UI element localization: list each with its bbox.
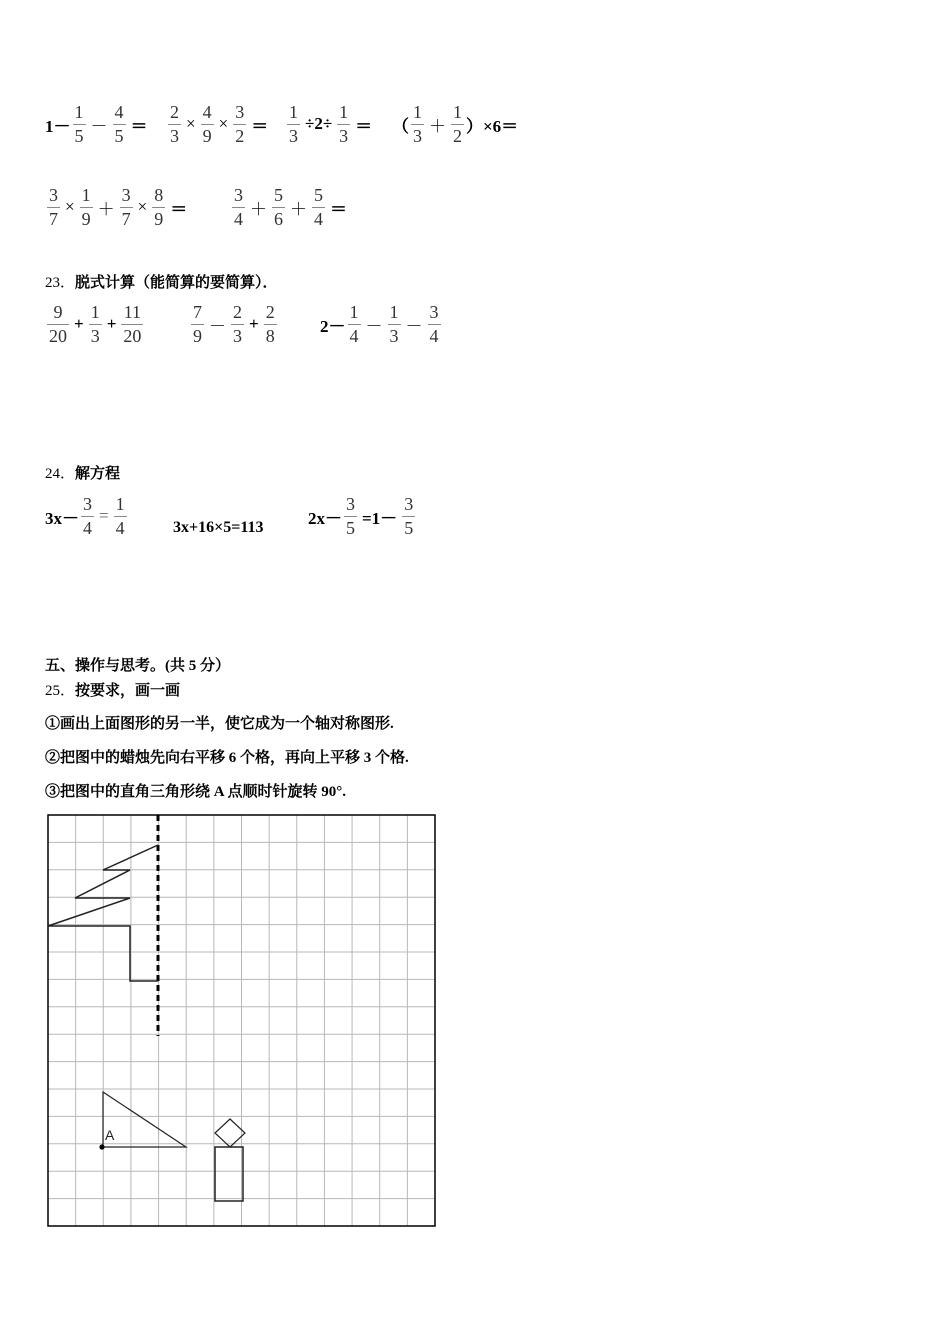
q23-expr-3 <box>320 302 443 346</box>
denominator: 5 <box>114 125 124 146</box>
fraction <box>337 102 350 146</box>
denominator: 4 <box>429 325 439 346</box>
fraction <box>120 185 133 229</box>
denominator: 7 <box>49 208 58 229</box>
operator: － <box>90 116 108 136</box>
fraction <box>113 102 126 146</box>
fraction <box>411 102 424 146</box>
fraction <box>232 185 245 229</box>
equation-text: 3x+16×5=113 <box>173 519 264 536</box>
denominator: 8 <box>265 325 275 346</box>
fraction <box>344 494 357 538</box>
operator: × <box>65 197 75 217</box>
question-number: 24． <box>45 466 76 482</box>
numerator: 1 <box>90 302 100 322</box>
equals: ＝ <box>330 199 347 219</box>
denominator: 4 <box>234 208 243 229</box>
denominator: 5 <box>346 517 355 538</box>
fraction <box>80 185 93 229</box>
denominator: 3 <box>339 125 349 146</box>
numerator: 5 <box>314 185 323 205</box>
numerator: 1 <box>339 102 349 122</box>
denominator: 3 <box>90 325 100 346</box>
fraction <box>272 185 285 229</box>
q24-equation-1 <box>45 494 129 538</box>
numerator: 2 <box>265 302 275 322</box>
denominator: 4 <box>83 517 92 538</box>
denominator: 3 <box>233 325 242 346</box>
calc-1-2 <box>166 102 271 146</box>
operator: =1－ <box>362 508 398 528</box>
denominator: 2 <box>235 125 245 146</box>
numerator: 7 <box>193 302 202 322</box>
numerator: 5 <box>274 185 283 205</box>
operator: = <box>99 506 109 526</box>
fraction <box>312 185 325 229</box>
lead: 2x－ <box>308 508 342 528</box>
equals: ＝ <box>355 116 373 136</box>
fraction <box>201 102 214 146</box>
fraction <box>348 302 361 346</box>
numerator: 1 <box>115 494 125 514</box>
operator: ÷2÷ <box>305 114 333 134</box>
fraction <box>287 102 300 146</box>
fraction <box>152 185 165 229</box>
q25-item-2: ②把图中的蜡烛先向右平移 6 个格，再向上平移 3 个格. <box>45 750 409 766</box>
numerator: 3 <box>404 494 414 514</box>
denominator: 4 <box>349 325 359 346</box>
tail: ）×6＝ <box>466 116 519 136</box>
lead: 3x－ <box>45 508 79 528</box>
denominator: 20 <box>123 325 142 346</box>
calc-1-1 <box>45 102 151 146</box>
numerator: 2 <box>170 102 179 122</box>
q24-equation-2 <box>173 519 263 537</box>
denominator: 4 <box>314 208 323 229</box>
denominator: 5 <box>74 125 84 146</box>
question-title: 脱式计算（能简算的要简算）． <box>75 275 278 291</box>
grid-lines <box>48 815 435 1226</box>
operator: ＋ <box>250 199 267 219</box>
operator: + <box>249 314 259 334</box>
point-a-label: A <box>105 1127 115 1143</box>
numerator: 3 <box>346 494 355 514</box>
operator: × <box>137 197 148 217</box>
candle-flame <box>215 1119 245 1147</box>
denominator: 20 <box>49 325 67 346</box>
numerator: 2 <box>233 302 242 322</box>
operator: + <box>106 314 117 334</box>
equals: ＝ <box>130 116 148 136</box>
fraction <box>402 494 415 538</box>
calc-2-1 <box>45 185 190 229</box>
operator: + <box>74 314 84 334</box>
point-a-dot <box>99 1144 104 1149</box>
fraction <box>388 302 401 346</box>
fraction <box>81 494 94 538</box>
q23-heading <box>45 271 278 292</box>
numerator: 1 <box>74 102 84 122</box>
numerator: 3 <box>235 102 245 122</box>
operator: － <box>365 316 383 336</box>
q25-item-1: ①画出上面图形的另一半，使它成为一个轴对称图形. <box>45 716 394 732</box>
equals: ＝ <box>170 199 188 219</box>
fraction <box>121 302 143 346</box>
operator: × <box>186 114 196 134</box>
numerator: 11 <box>123 302 142 322</box>
question-number: 23． <box>45 275 76 291</box>
fraction <box>233 102 246 146</box>
calc-2-2 <box>230 185 350 229</box>
fraction <box>428 302 441 346</box>
candle-body <box>215 1147 243 1201</box>
denominator: 3 <box>170 125 179 146</box>
denominator: 9 <box>154 208 164 229</box>
q23-expr-2 <box>189 302 279 346</box>
question-title: 解方程 <box>75 466 121 482</box>
calc-1-3 <box>285 102 375 146</box>
numerator: 9 <box>53 302 63 322</box>
fraction <box>114 494 127 538</box>
denominator: 3 <box>289 125 298 146</box>
numerator: 3 <box>234 185 243 205</box>
numerator: 1 <box>289 102 298 122</box>
numerator: 4 <box>114 102 124 122</box>
numerator: 3 <box>429 302 439 322</box>
numerator: 1 <box>413 102 422 122</box>
numerator: 8 <box>154 185 164 205</box>
denominator: 4 <box>115 517 125 538</box>
question-number: 25． <box>45 683 76 699</box>
denominator: 9 <box>202 125 212 146</box>
q25-item-3: ③把图中的直角三角形绕 A 点顺时针旋转 90°. <box>45 784 347 800</box>
fraction <box>264 302 277 346</box>
numerator: 3 <box>121 185 131 205</box>
open-paren: （ <box>392 116 409 136</box>
denominator: 5 <box>404 517 414 538</box>
fraction <box>191 302 204 346</box>
fraction <box>451 102 464 146</box>
fraction <box>47 185 60 229</box>
operator: ＋ <box>290 199 307 219</box>
section-5-title: 五、操作与思考。(共 5 分） <box>45 658 230 674</box>
fraction <box>47 302 69 346</box>
numerator: 3 <box>83 494 92 514</box>
grid-figure <box>47 814 437 1228</box>
numerator: 4 <box>202 102 212 122</box>
q23-expr-1 <box>45 302 145 346</box>
q24-heading <box>45 462 120 483</box>
denominator: 3 <box>413 125 422 146</box>
denominator: 9 <box>81 208 91 229</box>
equals: ＝ <box>251 116 269 136</box>
right-triangle <box>103 1092 186 1147</box>
operator: × <box>218 114 229 134</box>
q25-heading <box>45 679 180 700</box>
operator: ＋ <box>429 116 446 136</box>
numerator: 3 <box>49 185 58 205</box>
fraction <box>73 102 86 146</box>
q24-equation-3 <box>308 494 417 538</box>
numerator: 1 <box>389 302 399 322</box>
lead: 2－ <box>320 316 346 336</box>
denominator: 2 <box>453 125 462 146</box>
fraction <box>168 102 181 146</box>
denominator: 9 <box>193 325 202 346</box>
fraction <box>231 302 244 346</box>
denominator: 7 <box>121 208 131 229</box>
numerator: 1 <box>81 185 91 205</box>
operator: － <box>209 316 226 336</box>
denominator: 3 <box>389 325 399 346</box>
operator: ＋ <box>97 199 115 219</box>
lead: 1－ <box>45 116 71 136</box>
numerator: 1 <box>349 302 359 322</box>
fraction <box>89 302 102 346</box>
question-title: 按要求，画一画 <box>75 683 181 699</box>
calc-1-4 <box>392 102 518 146</box>
operator: － <box>405 316 423 336</box>
denominator: 6 <box>274 208 283 229</box>
numerator: 1 <box>453 102 462 122</box>
